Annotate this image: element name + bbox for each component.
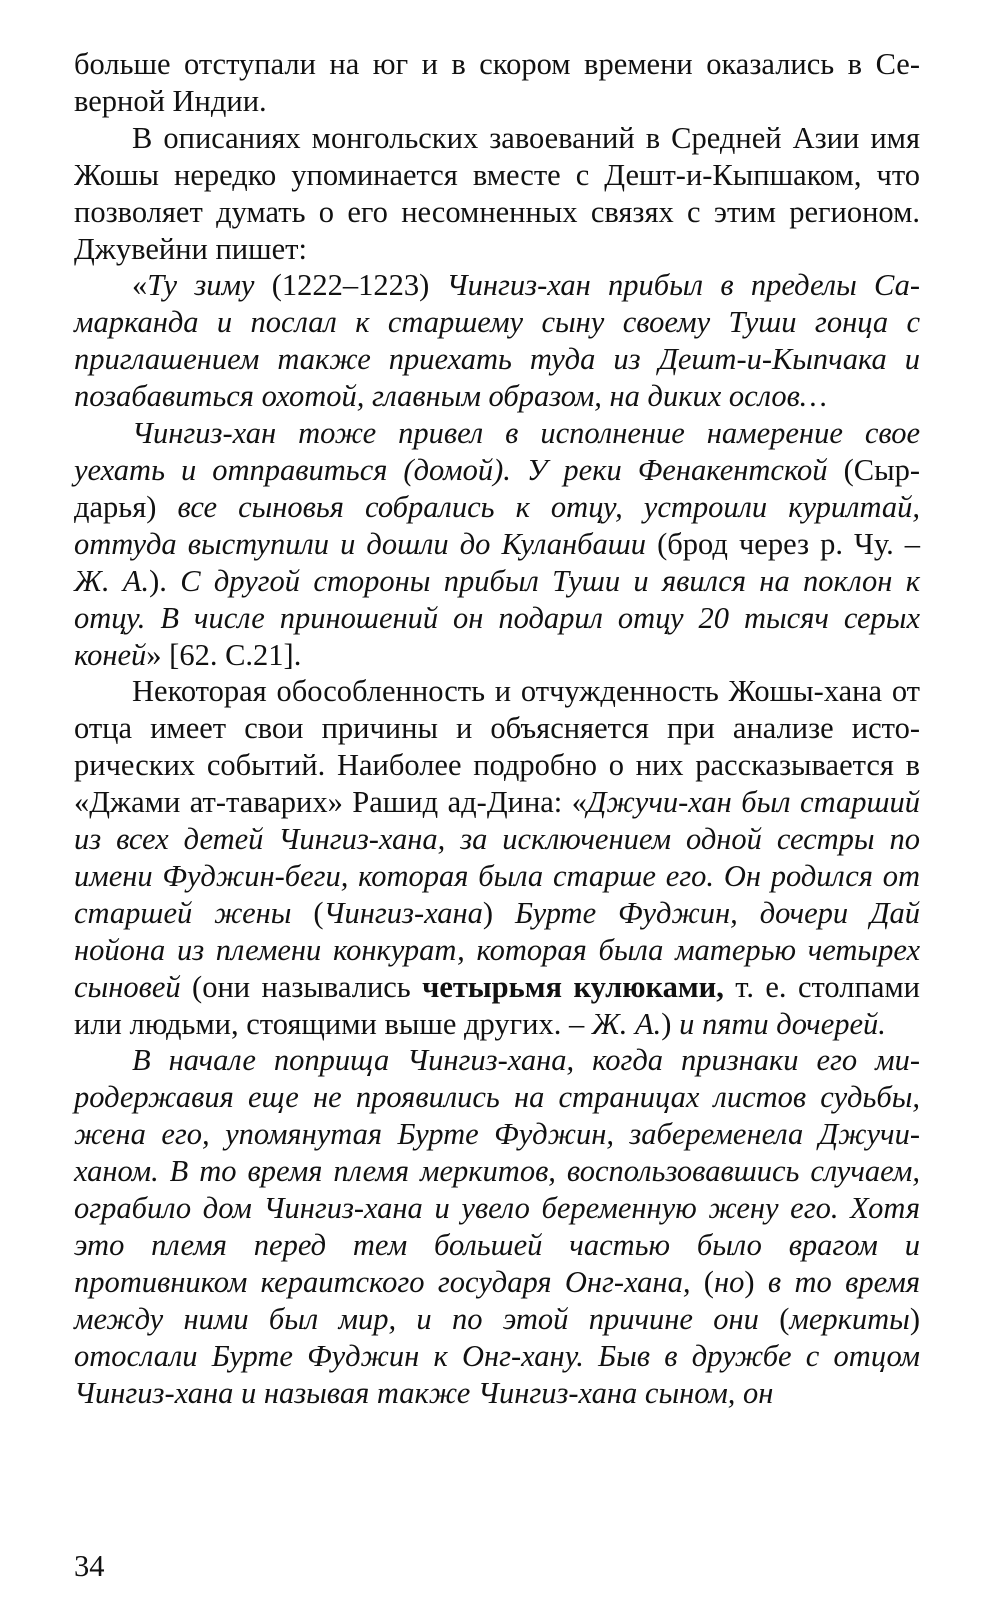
italic-run: отослали Бурте Фуджин к Онг-хану. Быв в дружбе с отцом Чингиз-хана и называя также Чингиз-хана сыном, он xyxy=(74,1338,920,1410)
italic-run: но xyxy=(713,1264,745,1299)
text-run: (1222–1223) xyxy=(254,268,447,303)
paragraph xyxy=(74,46,920,120)
italic-run: С другой стороны прибыл Туши и явился на поклон к отцу. В числе приношений он подарил отцу 20 тысяч серых коней xyxy=(74,563,920,672)
italic-run: Ж. А. xyxy=(74,563,150,598)
paragraph xyxy=(74,120,920,268)
text-run: больше отступали на юг и в скором времени оказались в Северной Индии. xyxy=(74,47,920,118)
italic-run: Ж. А. xyxy=(591,1006,662,1041)
italic-run: Джучи-хан был старший из всех детей Чингиз-хана, за исключением одной сестры по имени Фуджин-беги, которая была старше его. Он родился от старшей жены xyxy=(74,785,920,930)
paragraph xyxy=(74,673,920,1042)
page-text xyxy=(74,46,920,1412)
text-run: (брод через р. Чу. – xyxy=(646,526,921,561)
text-run: « xyxy=(132,268,148,303)
italic-run: Чингиз-хан тоже привел в исполнение намерение свое уехать и отправиться (домой). У реки Фенакентской xyxy=(74,416,920,487)
page-number: 34 xyxy=(74,1549,105,1583)
text-run: ( xyxy=(291,895,324,930)
text-run: т. е. столпами или людьми, стоящими выше других. – xyxy=(74,969,920,1041)
italic-run: Ту зиму xyxy=(147,268,255,303)
italic-run: Чингиз-хана xyxy=(323,895,483,930)
paragraph xyxy=(74,1042,920,1411)
text-run: ) xyxy=(744,1264,768,1299)
text-run: (Сырдарья) xyxy=(74,452,921,524)
italic-run: и пяти дочерей. xyxy=(679,1006,886,1041)
italic-run: в то время между ними был мир, и по этой причине они xyxy=(74,1264,920,1336)
text-run: ). xyxy=(149,563,181,598)
italic-run: Чингиз-хан прибыл в пределы Самарканда и послал к старшему сыну своему Туши гонца с приглашением также приехать туда из Дешт-и-Кыпчака и позабавиться охотой, главным образом, на диких ослов… xyxy=(74,268,920,414)
italic-run: меркиты xyxy=(789,1301,910,1336)
text-run: В описаниях монгольских завоеваний в Средней Азии имя Жошы нередко упоминается вместе с Дешт-и-Кыпшаком, что позволяет думать о его несомненных связях с этим регионом. Джувейни пишет: xyxy=(74,120,920,266)
paragraph xyxy=(74,267,920,415)
text-run: ) xyxy=(482,895,515,930)
text-run: (они назывались xyxy=(180,969,423,1004)
italic-run: все сыновья собрались к отцу, устроили курилтай, оттуда выступили и дошли до Куланбаши xyxy=(74,489,920,561)
text-run: Некоторая обособленность и отчужденность Жошы-хана от отца имеет свои причины и объясняется при анализе исторических событий. Наиболее подробно о них рассказывается в «Джами ат-таварих» Рашид ад-Дина: « xyxy=(74,674,920,820)
italic-run: В начале поприща Чингиз-хана, когда признаки его миродержавия еще не проявились на страницах листов судьбы, жена его, упомянутая Бурте Фуджин, забеременела Джучи-ханом. В то время племя меркитов, воспользовавшись случаем, ограбило дом Чингиз-хана и увело беременную жену его. Хотя это племя перед тем большей частью было врагом и противником кераитского государя Онг-хана, xyxy=(74,1043,920,1299)
text-run: ) xyxy=(661,1006,680,1041)
text-run: ( xyxy=(690,1264,714,1299)
italic-run: Бурте Фуджин, дочери Дай нойона из племени конкурат, которая была матерью четырех сыновей xyxy=(74,895,920,1004)
text-run: ) xyxy=(909,1301,920,1336)
bold-run: четырьмя кулюками, xyxy=(422,969,724,1004)
text-run: ( xyxy=(758,1301,790,1336)
paragraph xyxy=(74,415,920,673)
text-run: » [62. С.21]. xyxy=(146,637,302,672)
